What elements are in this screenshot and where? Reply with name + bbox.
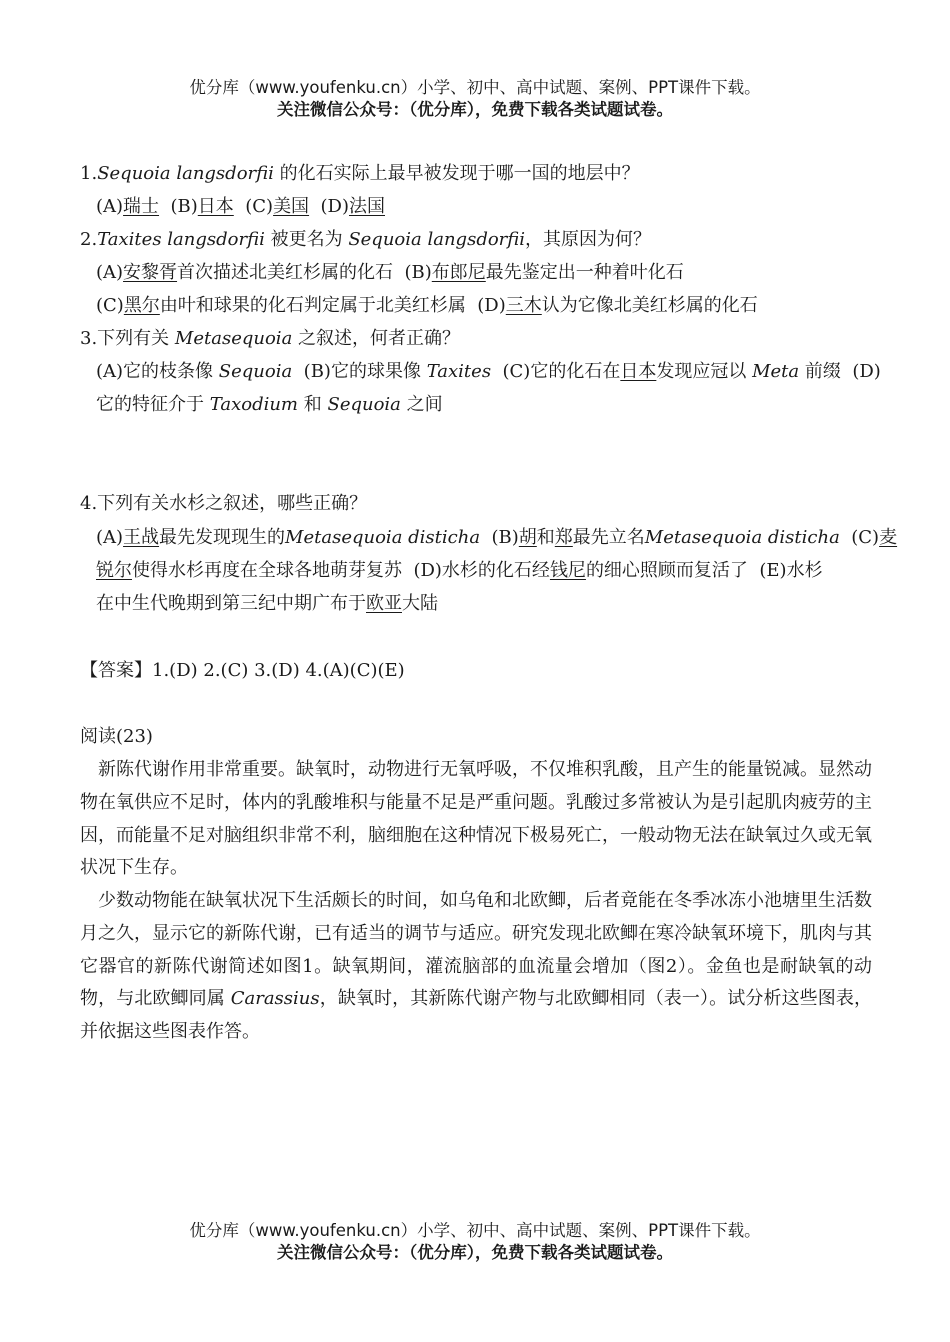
reading-title: 阅读(23): [80, 726, 153, 747]
q2-option-a: (A)安黎胥首次描述北美红杉属的化石: [96, 262, 394, 283]
page-footer: [0, 1220, 950, 1264]
q1-option-b: (B)日本: [170, 196, 234, 217]
question-4-line-2: 锐尔使得水杉再度在全球各地萌芽复苏 (D)水杉的化石经钱尼的细心照顾而复活了 (E)水杉: [96, 560, 823, 581]
q2-option-b: (B)布郎尼最先鉴定出一种着叶化石: [404, 262, 684, 283]
question-3-options: (A)它的枝条像 Sequoia (B)它的球果像 Taxites (C)它的化石在日本发现应冠以 Meta 前缀 (D): [96, 361, 881, 382]
page-header: [0, 77, 950, 121]
question-4: 4.下列有关水杉之叙述，哪些正确？: [80, 493, 368, 514]
question-2-options-ab: [96, 261, 684, 285]
q3-option-b: (B)它的球果像 Taxites: [303, 361, 492, 382]
footer-line-1: 优分库（www.youfenku.cn）小学、初中、高中试题、案例、PPT课件下载。: [189, 1221, 761, 1240]
question-1-options: [96, 195, 385, 219]
question-2: 2.Taxites langsdorfii 被更名为 Sequoia langsdorfii，其原因为何？: [80, 229, 652, 250]
q3-option-a: (A)它的枝条像 Sequoia: [96, 361, 293, 382]
reading-paragraph-1: 新陈代谢作用非常重要。缺氧时，动物进行无氧呼吸，不仅堆积乳酸，且产生的能量锐减。显然动物在氧供应不足时，体内的乳酸堆积与能量不足是严重问题。乳酸过多常被认为是引起肌肉疲劳的主因，而能量不足对脑组织非常不利，脑细胞在这种情况下极易死亡，一般动物无法在缺氧过久或无氧状况下生存。: [80, 759, 872, 879]
q1-option-d: (D)法国: [320, 196, 385, 217]
question-4-line-3: 在中生代晚期到第三纪中期广布于欧亚大陆: [96, 593, 438, 614]
question-3-option-d: 它的特征介于 Taxodium 和 Sequoia 之间: [96, 394, 443, 415]
header-line-1: 优分库（www.youfenku.cn）小学、初中、高中试题、案例、PPT课件下载。: [189, 78, 761, 97]
question-2-options-cd: [96, 294, 758, 318]
q2-option-d: (D)三木认为它像北美红杉属的化石: [477, 295, 758, 316]
q2-option-c: (C)黑尔由叶和球果的化石判定属于北美红杉属: [96, 295, 466, 316]
question-1: 1.Sequoia langsdorfii 的化石实际上最早被发现于哪一国的地层中？: [80, 163, 640, 184]
footer-line-2: 关注微信公众号：（优分库），免费下载各类试题试卷。: [277, 1243, 673, 1262]
header-line-2: 关注微信公众号：（优分库），免费下载各类试题试卷。: [277, 100, 673, 119]
q1-option-a: (A)瑞士: [96, 196, 160, 217]
answer-key: 【答案】1.(D) 2.(C) 3.(D) 4.(A)(C)(E): [80, 660, 405, 681]
q3-option-c: (C)它的化石在日本发现应冠以 Meta 前缀: [502, 361, 841, 382]
reading-paragraph-2: 少数动物能在缺氧状况下生活颇长的时间，如乌龟和北欧鲫，后者竟能在冬季冰冻小池塘里生活数月之久，显示它的新陈代谢，已有适当的调节与适应。研究发现北欧鲫在寒冷缺氧环境下，肌肉与其它器官的新陈代谢简述如图1。缺氧期间，灌流脑部的血流量会增加（图2）。金鱼也是耐缺氧的动物，与北欧鲫同属 Carassius，缺氧时，其新陈代谢产物与北欧鲫相同（表一）。试分析这些图表，并依据这些图表作答。: [80, 890, 873, 1043]
question-4-line-1: (A)王战最先发现现生的Metasequoia disticha (B)胡和郑最先立名Metasequoia disticha (C)麦: [96, 527, 898, 548]
question-3: 3.下列有关 Metasequoia 之叙述，何者正确？: [80, 328, 461, 349]
q1-option-c: (C)美国: [245, 196, 310, 217]
